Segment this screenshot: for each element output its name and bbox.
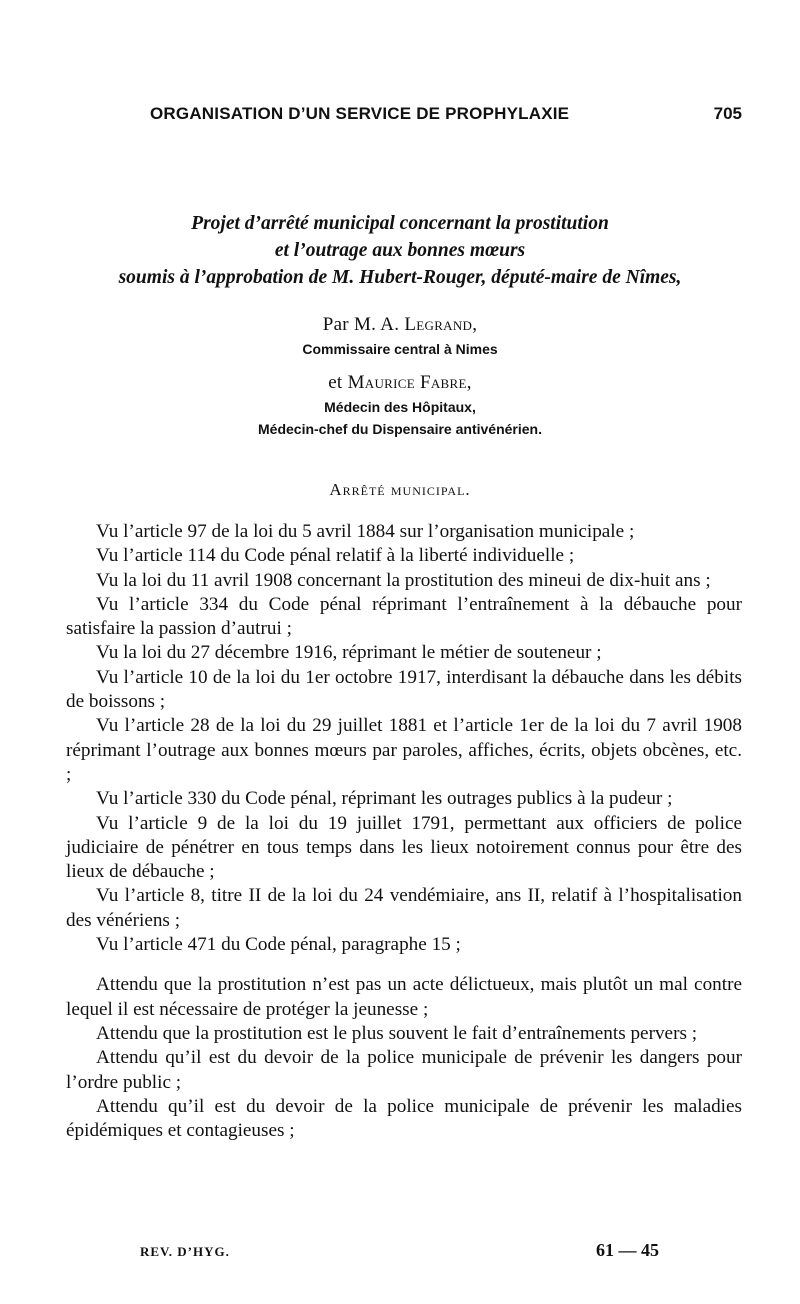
author-1-name: Legrand, [404, 314, 478, 335]
author-2-name: Maurice Fabre, [347, 372, 472, 393]
author-2-prefix: et [328, 372, 348, 393]
considerant-paragraph: Vu l’article 8, titre II de la loi du 24 vendémiaire, ans II, relatif à l’hospitalisation des vénériens ; [66, 885, 742, 931]
considerant-paragraph: Vu l’article 9 de la loi du 19 juillet 1791, permettant aux officiers de police judiciaire de pénétrer en tous temps dans les lieux notoirement connus pour être des lieux de débauche ; [66, 812, 742, 883]
footer-signature: 61 — 45 [596, 1240, 659, 1260]
considerant-paragraph: Vu l’article 97 de la loi du 5 avril 1884 sur l’organisation municipale ; [96, 521, 635, 542]
considerant-paragraph: Vu la loi du 27 décembre 1916, réprimant le métier de souteneur ; [96, 642, 602, 664]
author-1-prefix: Par M. A. [322, 314, 405, 335]
running-head [0, 104, 800, 128]
document-title [40, 210, 760, 291]
body-text [66, 520, 742, 1143]
footer-journal: REV. D’HYG. [140, 1244, 230, 1259]
section-heading: Arrêté municipal. [329, 480, 471, 499]
author-1 [100, 312, 700, 338]
title-line-3: soumis à l’approbation de M. Hubert-Rouger, député-maire de Nîmes, [118, 267, 682, 288]
title-line-2: et l’outrage aux bonnes mœurs [274, 240, 526, 261]
author-2-role-2: Médecin-chef du Dispensaire antivénérien. [258, 421, 542, 437]
authors-block [100, 312, 700, 440]
author-2 [100, 370, 700, 396]
attendu-paragraph: Attendu que la prostitution est le plus souvent le fait d’entraînements pervers ; [96, 1022, 698, 1044]
title-line-1: Projet d’arrêté municipal concernant la prostitution [191, 213, 609, 234]
attendu-paragraph: Attendu qu’il est du devoir de la police municipale de prévenir les maladies épidémiques et contagieuses ; [66, 1095, 742, 1142]
attendu-paragraph: Attendu qu’il est du devoir de la police municipale de prévenir les dangers pour l’ordre public ; [66, 1047, 742, 1093]
considerant-paragraph: Vu l’article 330 du Code pénal, réprimant les outrages publics à la pudeur ; [96, 788, 673, 810]
considerant-paragraph: Vu l’article 28 de la loi du 29 juillet 1881 et l’article 1er de la loi du 7 avril 1908 réprimant l’outrage aux bonnes mœurs par paroles, affiches, écrits, objets obcènes, etc. ; [66, 715, 742, 785]
considerant-paragraph: Vu l’article 114 du Code pénal relatif à la liberté individuelle ; [96, 545, 575, 567]
author-2-role-1: Médecin des Hôpitaux, [324, 399, 476, 415]
author-1-role: Commissaire central à Nimes [302, 341, 498, 357]
considerant-paragraph: Vu l’article 471 du Code pénal, paragraphe 15 ; [96, 934, 461, 956]
running-head-title: ORGANISATION D’UN SERVICE DE PROPHYLAXIE [150, 104, 570, 123]
page-footer [0, 1240, 800, 1264]
considerant-paragraph: Vu l’article 10 de la loi du 1er octobre 1917, interdisant la débauche dans les débits de boissons ; [66, 666, 742, 713]
attendu-paragraph: Attendu que la prostitution n’est pas un acte délictueux, mais plutôt un mal contre lequel il est nécessaire de protéger la jeunesse ; [66, 974, 742, 1020]
considerant-paragraph: Vu la loi du 11 avril 1908 concernant la prostitution des mineui de dix-huit ans ; [96, 569, 711, 591]
page-number: 705 [713, 104, 742, 123]
considerant-paragraph: Vu l’article 334 du Code pénal réprimant l’entraînement à la débauche pour satisfaire la passion d’autrui ; [66, 593, 742, 640]
